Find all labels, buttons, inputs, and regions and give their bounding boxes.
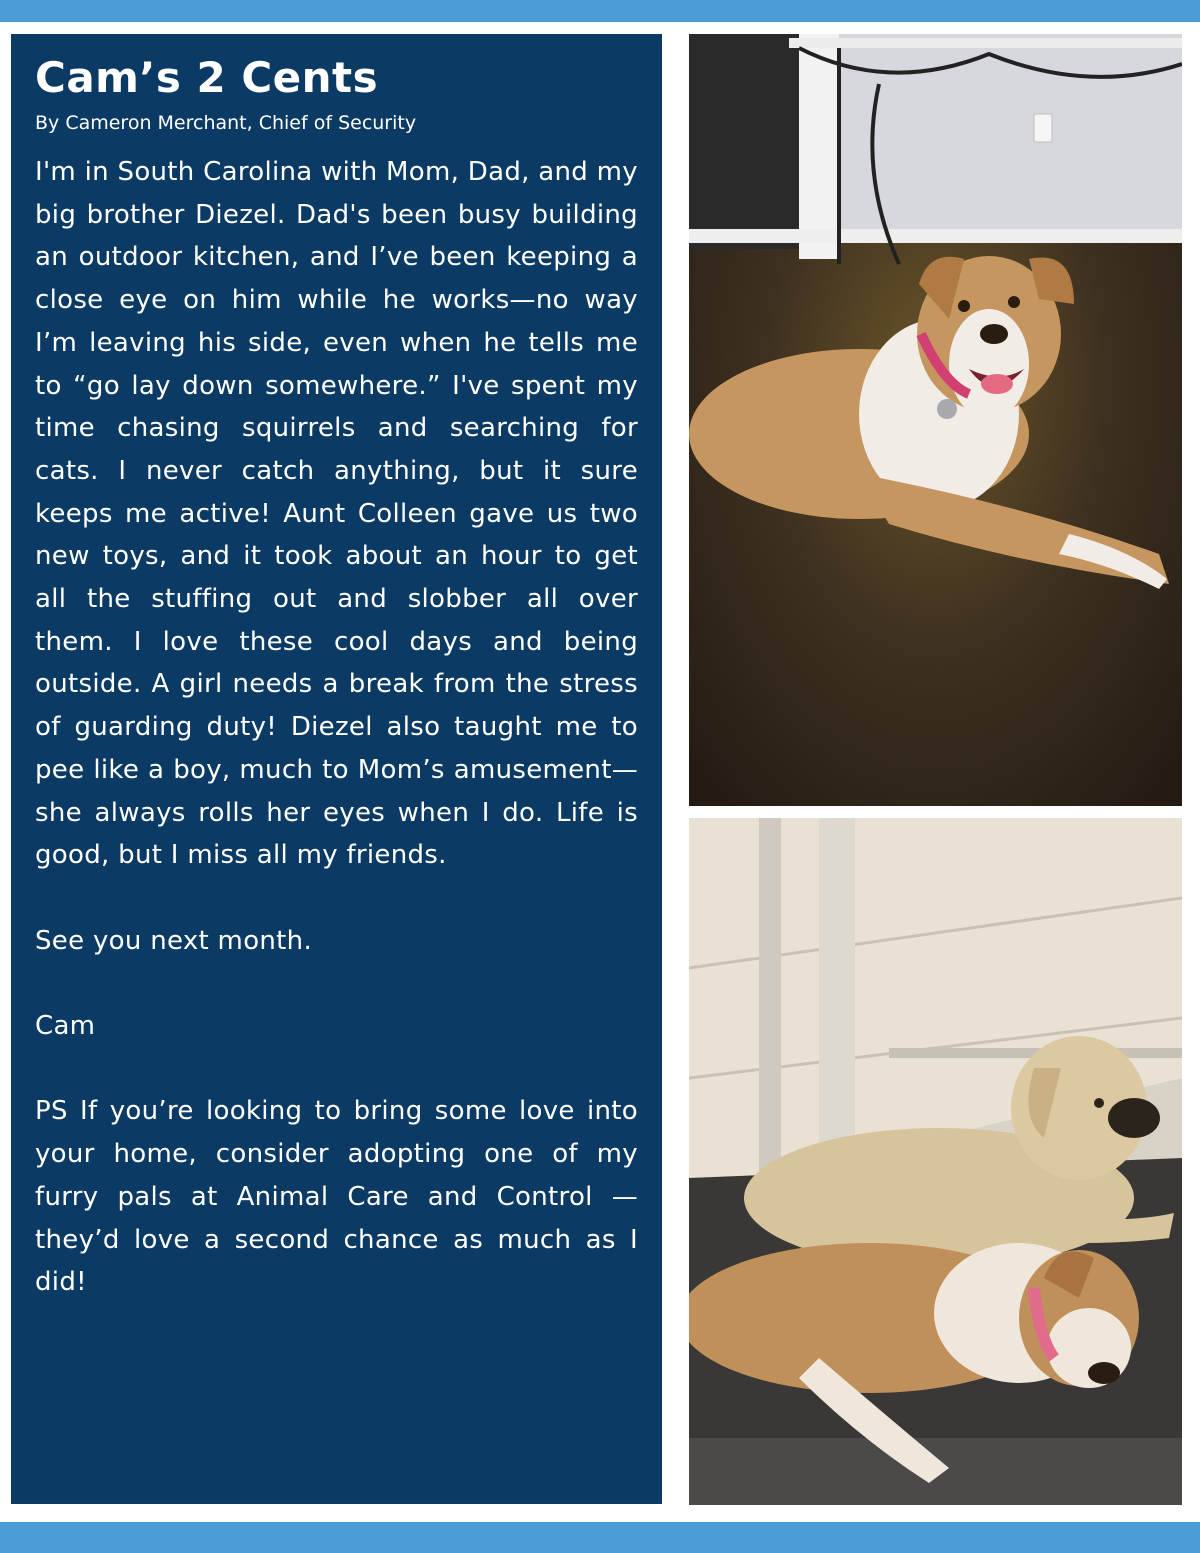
dogs-photo-bottom [689, 818, 1182, 1505]
article-signature: Cam [35, 1011, 96, 1042]
article-title: Cam’s 2 Cents [35, 53, 379, 102]
article-ps: PS If you’re looking to bring some love into your home, consider adopting one of my furry pals at Animal Care and Control — they’d love a second chance as much as I did! [35, 1096, 638, 1298]
bottom-accent-bar [0, 1522, 1200, 1553]
dog-photo-top [689, 34, 1182, 806]
dogs-photo-bottom-illustration [689, 818, 1182, 1505]
article-body: I'm in South Carolina with Mom, Dad, and my big brother Diezel. Dad's been busy building an outdoor kitchen, and I’ve been keeping a close eye on him while he works—no way I’m leaving his side, even when he tells me to “go lay down somewhere.” I've spent my time chasing squirrels and searching for cats. I never catch anything, but it sure keeps me active! Aunt Colleen gave us two new toys, and it took about an hour to get all the stuffing out and slobber all over them. I love these cool days and being outside. A girl needs a break from the stress of guarding duty! Diezel also taught me to pee like a boy, much to Mom’s amusement—she always rolls her eyes when I do. Life is good, but I miss all my friends. [35, 157, 638, 871]
article-panel [11, 34, 662, 1504]
top-accent-bar [0, 0, 1200, 22]
article-closing: See you next month. [35, 925, 313, 956]
article-byline: By Cameron Merchant, Chief of Security [35, 112, 417, 134]
dog-photo-top-illustration [689, 34, 1182, 806]
